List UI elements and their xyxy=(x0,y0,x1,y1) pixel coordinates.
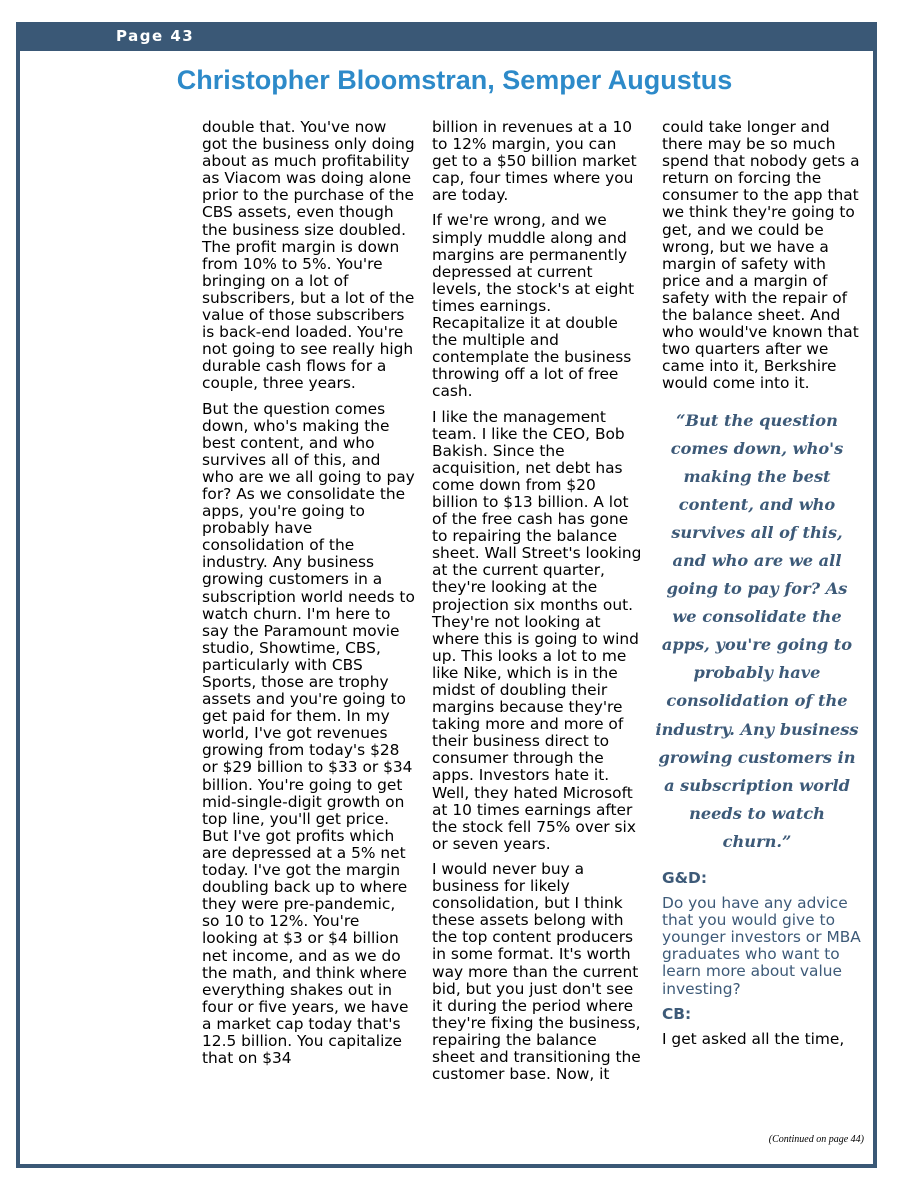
article-title: Christopher Bloomstran, Semper Augustus xyxy=(176,65,733,95)
paragraph: billion in revenues at a 10 to 12% margin, you can get to a $50 billion market cap, four times where you are today. xyxy=(432,118,637,205)
speaker-label-gd: G&D: xyxy=(662,869,707,887)
paragraph: double that. You've now got the business only doing about as much profitability as Viacom was doing alone prior to the purchase of the CBS assets, even though the business size doubled. The profit margin is down from 10% to 5%. You're bringing on a lot of subscribers, but a lot of the value of those subscribers is back-end loaded. You're not going to see really high durable cash flows for a couple, three years. xyxy=(202,118,415,393)
paragraph: But the question comes down, who's making the best content, and who survives all of this, and who are we all going to pay for? As we consolidate the apps, you're going to probably have consolidation of the industry. Any business growing customers in a subscription world needs to watch churn. I'm here to say the Paramount movie studio, Showtime, CBS, particularly with CBS Sports, those are trophy assets and you're going to get paid for them. In my world, I've got revenues growing from today's $28 or $29 billion to $33 or $34 billion. You're going to get mid-single-digit growth on top line, you'll get price. But I've got profits which are depressed at a 5% net today. I've got the margin doubling back up to where they were pre-pandemic, so 10 to 12%. You're looking at $3 or $4 billion net income, and as we do the math, and think where everything shakes out in four or five years, we have a market cap today that's 12.5 billion. You capitalize that on $34 xyxy=(202,399,415,1068)
column-1 xyxy=(202,119,416,1075)
paragraph: could take longer and there may be so much spend that nobody gets a return on forcing the consumer to the app that we think they're going to get, and we could be wrong, but we have a margin of safety with price and a margin of safety with the repair of the balance sheet. And who would've known that two quarters after we came into it, Berkshire would come into it. xyxy=(662,118,860,393)
interview-question: Do you have any advice that you would give to younger investors or MBA graduates who want to learn more about value investing? xyxy=(662,894,861,998)
speaker-label-cb: CB: xyxy=(662,1004,692,1023)
pull-quote: “But the question comes down, who's making the best content, and who survives all of this, and who are we all going to pay for? As we consolidate the apps, you're going to probably have consolidation of the industry. Any business growing customers in a subscription world needs to watch churn.” xyxy=(655,410,859,851)
column-3 xyxy=(655,118,862,1056)
paragraph: If we're wrong, and we simply muddle along and margins are permanently depressed at current levels, the stock's at eight times earnings. Recapitalize it at double the multiple and contemplate the business throwing off a lot of free cash. xyxy=(432,211,635,401)
page-number: Page 43 xyxy=(116,27,195,45)
paragraph: I like the management team. I like the CEO, Bob Bakish. Since the acquisition, net debt has come down from $20 billion to $13 billion. A lot of the free cash has gone to repairing the balance sheet. Wall Street's looking at the current quarter, they're looking at the projection six months out. They're not looking at where this is going to wind up. This looks a lot to me like Nike, which is in the midst of doubling their margins because they're taking more and more of their business direct to consumer through the apps. Investors hate it. Well, they hated Microsoft at 10 times earnings after the stock fell 75% over six or seven years. xyxy=(432,407,642,853)
continued-note: (Continued on page 44) xyxy=(768,1134,864,1145)
interview-answer: I get asked all the time, xyxy=(662,1029,845,1048)
column-2 xyxy=(432,119,642,1091)
paragraph: I would never buy a business for likely consolidation, but I think these assets belong with the top content producers in some format. It's worth way more than the current bid, but you just don't see it during the period where they're fixing the business, repairing the balance sheet and transitioning the customer base. Now, it xyxy=(432,859,641,1084)
